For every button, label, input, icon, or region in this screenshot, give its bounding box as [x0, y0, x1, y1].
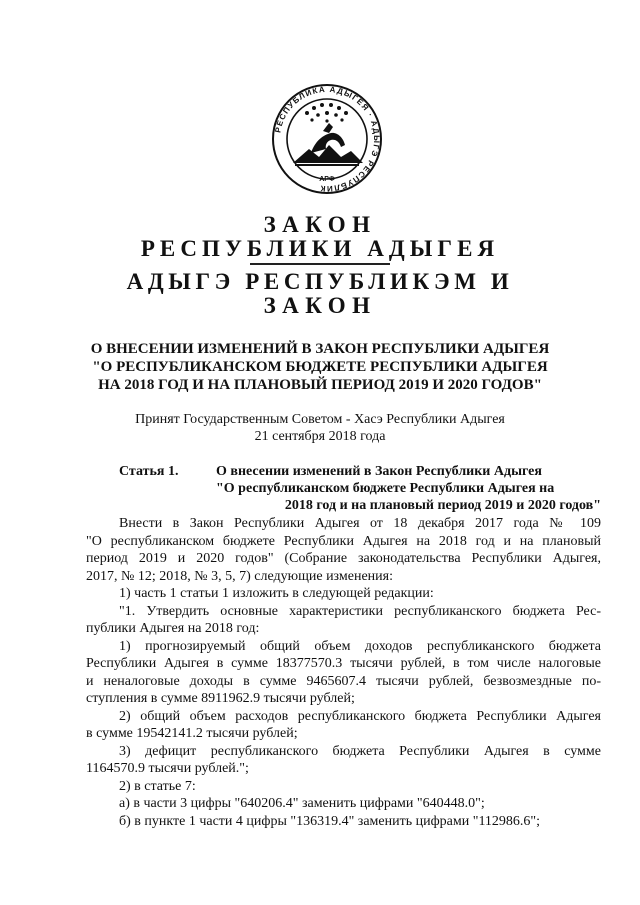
header-adyghe-law: ЗАКОН	[263, 293, 377, 318]
article-label: Статья 1.	[119, 464, 179, 479]
body-line: Внести в Закон Республики Адыгея от 18 декабря 2017 года № 109	[119, 516, 601, 531]
body-line: 1164570.9 тысячи рублей.";	[86, 761, 249, 776]
article-title-line: 2018 год и на плановый период 2019 и 2020 годов"	[284, 498, 601, 513]
article-title-line: "О республиканском бюджете Республики Адыгея на	[216, 481, 555, 496]
body-line: 2) общий объем расходов республиканского бюджета Республики Адыгея	[119, 708, 601, 724]
body-line: ступления в сумме 8911962.9 тысячи рублей;	[86, 691, 355, 706]
body-line: и неналоговые доходы в сумме 9465607.4 тысячи рублей, безвозмездные по-	[86, 673, 601, 689]
body-line: "О республиканском бюджете Республики Адыгея на 2018 год и на плановый	[86, 533, 601, 549]
body-line: Республики Адыгея в сумме 18377570.3 тысячи рублей, в том числе налоговые	[86, 656, 601, 671]
law-title-line: "О РЕСПУБЛИКАНСКОМ БЮДЖЕТЕ РЕСПУБЛИКИ АДЫГЕЯ	[92, 359, 548, 375]
header-law: ЗАКОН	[263, 212, 377, 237]
svg-text:АРФ: АРФ	[319, 176, 335, 183]
body-line: а) в части 3 цифры "640206.4" заменить цифрами "640448.0";	[119, 796, 485, 811]
body-line: в сумме 19542141.2 тысячи рублей;	[86, 726, 298, 741]
adygea-coat-of-arms-icon	[271, 83, 383, 195]
article-title	[216, 463, 601, 514]
body-line: публики Адыгея на 2018 год:	[86, 621, 260, 636]
header-adyghe-republic: АДЫГЭ РЕСПУБЛИКЭМ И	[126, 269, 514, 294]
header-divider	[250, 263, 390, 265]
law-title-line: О ВНЕСЕНИИ ИЗМЕНЕНИЙ В ЗАКОН РЕСПУБЛИКИ АДЫГЕЯ	[90, 341, 550, 357]
body-line: 3) дефицит республиканского бюджета Республики Адыгея в сумме	[119, 743, 601, 759]
adoption-date: 21 сентября 2018 года	[254, 429, 386, 444]
emblem-ring-text: РЕСПУБЛИКА АДЫГЕЯ · АДЫГЭ РЕСПУБЛИК	[273, 84, 382, 194]
adoption-line: Принят Государственным Советом - Хасэ Республики Адыгея	[135, 412, 505, 427]
body-line: период 2019 и 2020 годов" (Собрание законодательства Республики Адыгея,	[86, 551, 601, 566]
body-line: б) в пункте 1 части 4 цифры "136319.4" заменить цифрами "112986.6";	[119, 813, 541, 829]
law-title	[60, 340, 580, 394]
article-body	[86, 515, 601, 830]
header-republic: РЕСПУБЛИКИ АДЫГЕЯ	[140, 236, 500, 261]
body-line: "1. Утвердить основные характеристики республиканского бюджета Рес-	[119, 603, 601, 619]
adoption-note	[60, 411, 580, 445]
body-line: 2) в статье 7:	[119, 778, 196, 794]
article-title-line: О внесении изменений в Закон Республики Адыгея	[216, 464, 542, 479]
body-line: 2017, № 12; 2018, № 3, 5, 7) следующие изменения:	[86, 568, 393, 584]
law-title-line: НА 2018 ГОД И НА ПЛАНОВЫЙ ПЕРИОД 2019 И 2020 ГОДОВ"	[98, 377, 542, 393]
body-line: 1) часть 1 статьи 1 изложить в следующей редакции:	[119, 586, 434, 601]
body-line: 1) прогнозируемый общий объем доходов республиканского бюджета	[119, 638, 601, 654]
